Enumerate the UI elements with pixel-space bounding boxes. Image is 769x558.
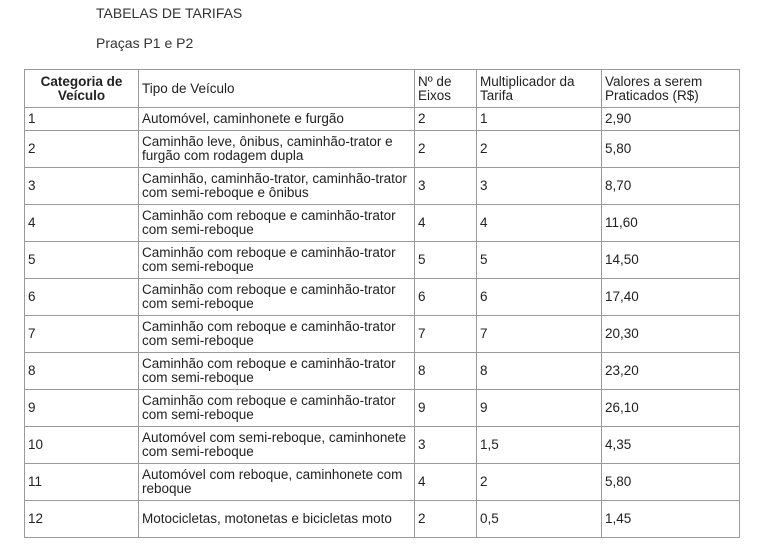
cell-multiplicador: 1 bbox=[477, 108, 602, 131]
cell-multiplicador: 7 bbox=[477, 316, 602, 353]
cell-multiplicador: 2 bbox=[477, 131, 602, 168]
header-valor: Valores a serem Praticados (R$) bbox=[602, 70, 740, 108]
cell-categoria: 12 bbox=[25, 501, 139, 538]
cell-categoria: 8 bbox=[25, 353, 139, 390]
table-row bbox=[25, 353, 740, 390]
cell-eixos: 6 bbox=[415, 279, 477, 316]
header-tipo: Tipo de Veículo bbox=[139, 70, 415, 108]
cell-valor: 2,90 bbox=[602, 108, 740, 131]
cell-eixos: 9 bbox=[415, 390, 477, 427]
table-header-row bbox=[25, 70, 740, 108]
cell-valor: 8,70 bbox=[602, 168, 740, 205]
cell-multiplicador: 0,5 bbox=[477, 501, 602, 538]
table-row bbox=[25, 279, 740, 316]
cell-eixos: 4 bbox=[415, 464, 477, 501]
table-row bbox=[25, 316, 740, 353]
cell-tipo: Caminhão com reboque e caminhão-trator com semi-reboque bbox=[139, 279, 415, 316]
cell-valor: 14,50 bbox=[602, 242, 740, 279]
cell-tipo: Caminhão com reboque e caminhão-trator com semi-reboque bbox=[139, 242, 415, 279]
table-row bbox=[25, 427, 740, 464]
cell-categoria: 11 bbox=[25, 464, 139, 501]
cell-valor: 1,45 bbox=[602, 501, 740, 538]
cell-valor: 26,10 bbox=[602, 390, 740, 427]
cell-eixos: 2 bbox=[415, 501, 477, 538]
table-row bbox=[25, 242, 740, 279]
cell-categoria: 6 bbox=[25, 279, 139, 316]
cell-eixos: 2 bbox=[415, 131, 477, 168]
cell-tipo: Caminhão com reboque e caminhão-trator com semi-reboque bbox=[139, 390, 415, 427]
cell-valor: 23,20 bbox=[602, 353, 740, 390]
table-row bbox=[25, 501, 740, 538]
cell-tipo: Caminhão, caminhão-trator, caminhão-trator com semi-reboque e ônibus bbox=[139, 168, 415, 205]
cell-valor: 17,40 bbox=[602, 279, 740, 316]
cell-categoria: 1 bbox=[25, 108, 139, 131]
cell-valor: 11,60 bbox=[602, 205, 740, 242]
cell-eixos: 2 bbox=[415, 108, 477, 131]
cell-tipo: Caminhão com reboque e caminhão-trator com semi-reboque bbox=[139, 316, 415, 353]
header-eixos: Nº de Eixos bbox=[415, 70, 477, 108]
cell-multiplicador: 8 bbox=[477, 353, 602, 390]
cell-tipo: Caminhão leve, ônibus, caminhão-trator e furgão com rodagem dupla bbox=[139, 131, 415, 168]
cell-eixos: 4 bbox=[415, 205, 477, 242]
cell-multiplicador: 2 bbox=[477, 464, 602, 501]
cell-multiplicador: 4 bbox=[477, 205, 602, 242]
header-multiplicador: Multiplicador da Tarifa bbox=[477, 70, 602, 108]
cell-valor: 4,35 bbox=[602, 427, 740, 464]
cell-eixos: 5 bbox=[415, 242, 477, 279]
cell-tipo: Caminhão com reboque e caminhão-trator com semi-reboque bbox=[139, 353, 415, 390]
cell-tipo: Automóvel, caminhonete e furgão bbox=[139, 108, 415, 131]
cell-multiplicador: 5 bbox=[477, 242, 602, 279]
cell-tipo: Motocicletas, motonetas e bicicletas moto bbox=[139, 501, 415, 538]
cell-eixos: 7 bbox=[415, 316, 477, 353]
table-row bbox=[25, 390, 740, 427]
cell-eixos: 3 bbox=[415, 168, 477, 205]
cell-categoria: 4 bbox=[25, 205, 139, 242]
cell-valor: 5,80 bbox=[602, 131, 740, 168]
cell-multiplicador: 6 bbox=[477, 279, 602, 316]
page-subtitle: Praças P1 e P2 bbox=[96, 35, 194, 51]
cell-multiplicador: 9 bbox=[477, 390, 602, 427]
cell-categoria: 7 bbox=[25, 316, 139, 353]
cell-eixos: 8 bbox=[415, 353, 477, 390]
cell-valor: 20,30 bbox=[602, 316, 740, 353]
cell-eixos: 3 bbox=[415, 427, 477, 464]
cell-categoria: 3 bbox=[25, 168, 139, 205]
cell-tipo: Automóvel com semi-reboque, caminhonete com semi-reboque bbox=[139, 427, 415, 464]
cell-categoria: 5 bbox=[25, 242, 139, 279]
table-row bbox=[25, 168, 740, 205]
table-row bbox=[25, 131, 740, 168]
cell-categoria: 9 bbox=[25, 390, 139, 427]
page-title: TABELAS DE TARIFAS bbox=[96, 5, 243, 21]
table-row bbox=[25, 464, 740, 501]
tariff-table bbox=[24, 69, 740, 538]
cell-multiplicador: 1,5 bbox=[477, 427, 602, 464]
cell-categoria: 2 bbox=[25, 131, 139, 168]
cell-tipo: Automóvel com reboque, caminhonete com reboque bbox=[139, 464, 415, 501]
cell-multiplicador: 3 bbox=[477, 168, 602, 205]
table-row bbox=[25, 108, 740, 131]
cell-categoria: 10 bbox=[25, 427, 139, 464]
cell-valor: 5,80 bbox=[602, 464, 740, 501]
table-row bbox=[25, 205, 740, 242]
header-categoria: Categoria de Veículo bbox=[25, 70, 139, 108]
cell-tipo: Caminhão com reboque e caminhão-trator com semi-reboque bbox=[139, 205, 415, 242]
